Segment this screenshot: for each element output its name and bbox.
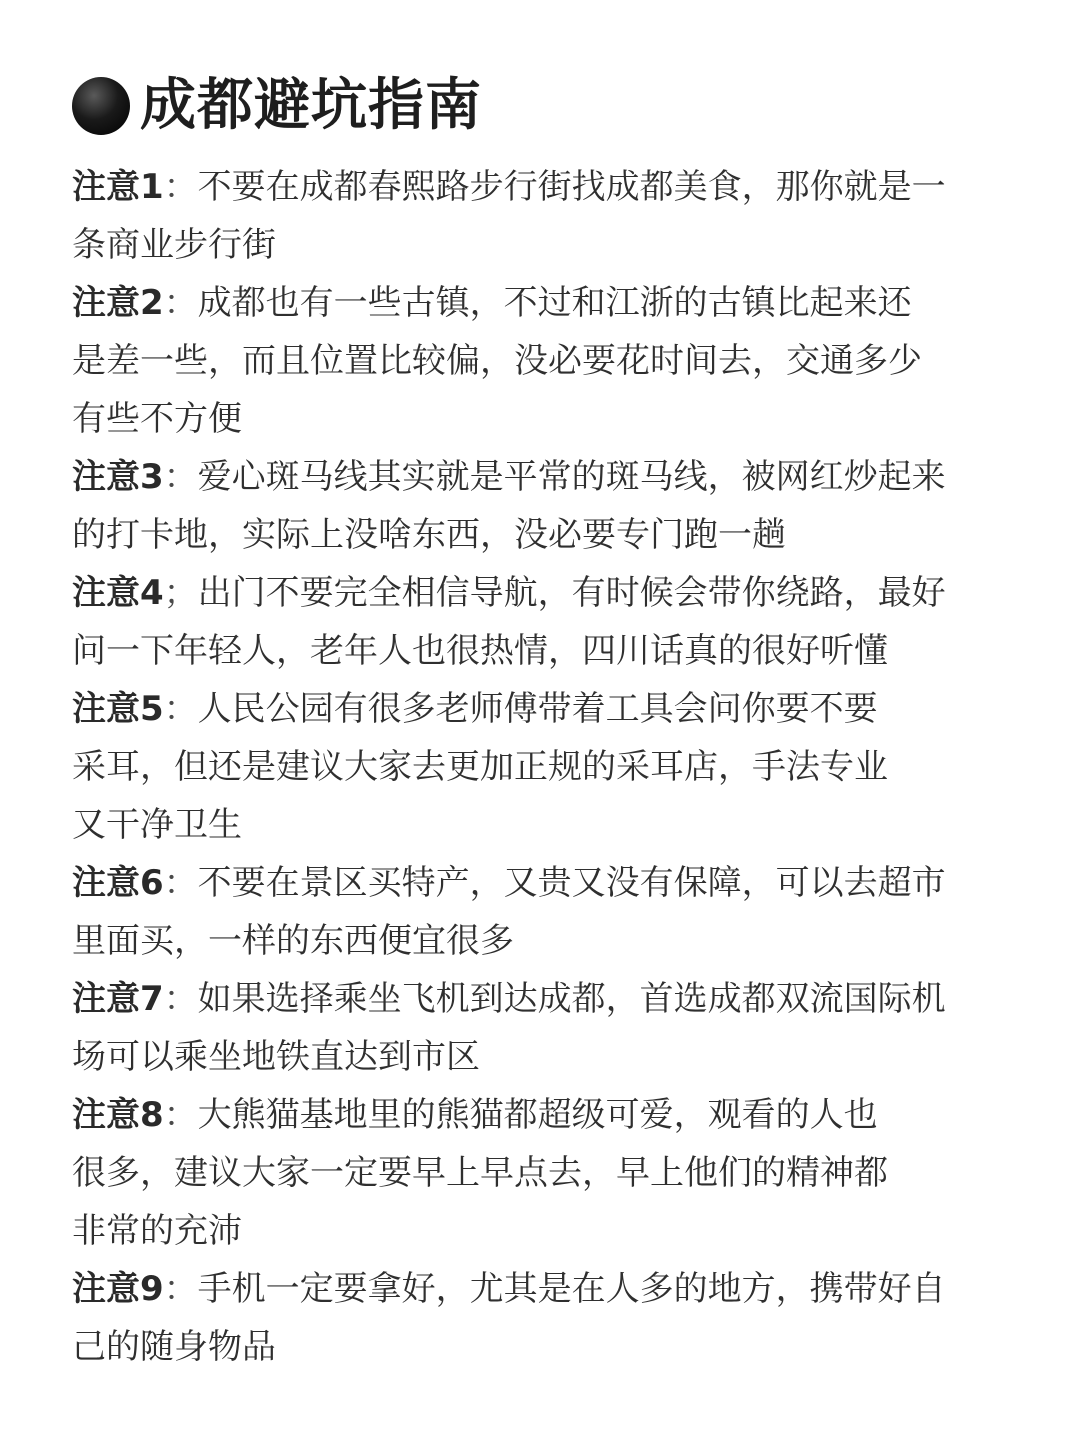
tip-label: 注意8	[72, 1095, 164, 1135]
tip-text: 手机一定要拿好，尤其是在人多的地方，携带好自	[197, 1269, 946, 1309]
title-row	[72, 70, 482, 142]
tip-label: 注意1	[72, 167, 164, 207]
tip-text: 不要在成都春熙路步行街找成都美食，那你就是一	[197, 167, 946, 207]
tip-item	[72, 564, 1008, 680]
tip-text: 里面买，一样的东西便宜很多	[72, 921, 514, 961]
black-circle-icon	[72, 77, 130, 135]
tip-label: 注意5	[72, 689, 164, 729]
tip-item	[72, 1086, 1008, 1260]
tip-line	[72, 1028, 1008, 1086]
tip-line	[72, 564, 1008, 622]
tip-label: 注意6	[72, 863, 164, 903]
tip-text: 采耳，但还是建议大家去更加正规的采耳店，手法专业	[72, 747, 888, 787]
tip-label: 注意2	[72, 283, 164, 323]
tip-line	[72, 390, 1008, 448]
tip-line	[72, 680, 1008, 738]
tip-text: 场可以乘坐地铁直达到市区	[72, 1037, 480, 1077]
tip-separator: ：	[163, 167, 198, 207]
tip-text: 非常的充沛	[72, 1211, 242, 1251]
tip-item	[72, 158, 1008, 274]
tip-separator: ；	[163, 573, 198, 613]
tip-text: 人民公园有很多老师傅带着工具会问你要不要	[197, 689, 878, 729]
tip-text: 出门不要完全相信导航，有时候会带你绕路，最好	[197, 573, 946, 613]
tip-item	[72, 854, 1008, 970]
tip-text: 如果选择乘坐飞机到达成都，首选成都双流国际机	[197, 979, 946, 1019]
tip-line	[72, 448, 1008, 506]
tip-text: 成都也有一些古镇，不过和江浙的古镇比起来还	[197, 283, 912, 323]
tip-line	[72, 1202, 1008, 1260]
tip-label: 注意4	[72, 573, 164, 613]
tip-text: 的打卡地，实际上没啥东西，没必要专门跑一趟	[72, 515, 786, 555]
tip-text: 条商业步行街	[72, 225, 276, 265]
tip-line	[72, 738, 1008, 796]
tip-separator: ：	[163, 863, 198, 903]
tip-line	[72, 622, 1008, 680]
tip-line	[72, 1144, 1008, 1202]
tip-line	[72, 854, 1008, 912]
tip-line	[72, 796, 1008, 854]
tip-text: 大熊猫基地里的熊猫都超级可爱，观看的人也	[197, 1095, 878, 1135]
tip-line	[72, 970, 1008, 1028]
tip-line	[72, 274, 1008, 332]
tip-line	[72, 506, 1008, 564]
page-title: 成都避坑指南	[140, 73, 482, 138]
tip-line	[72, 1260, 1008, 1318]
tip-label: 注意9	[72, 1269, 164, 1309]
tip-separator: ：	[163, 689, 198, 729]
tip-separator: ：	[163, 283, 198, 323]
tip-text: 爱心斑马线其实就是平常的斑马线，被网红炒起来	[197, 457, 946, 497]
tip-text: 又干净卫生	[72, 805, 242, 845]
tips-list	[72, 158, 1008, 1376]
tip-line	[72, 1318, 1008, 1376]
tip-item	[72, 274, 1008, 448]
tip-line	[72, 1086, 1008, 1144]
tip-separator: ：	[163, 1269, 198, 1309]
tip-item	[72, 1260, 1008, 1376]
tip-text: 问一下年轻人，老年人也很热情，四川话真的很好听懂	[72, 631, 888, 671]
tip-line	[72, 158, 1008, 216]
tip-line	[72, 332, 1008, 390]
tip-line	[72, 912, 1008, 970]
tip-text: 不要在景区买特产，又贵又没有保障，可以去超市	[197, 863, 946, 903]
tip-separator: ：	[163, 1095, 198, 1135]
tip-text: 己的随身物品	[72, 1327, 276, 1367]
tip-item	[72, 970, 1008, 1086]
tip-separator: ：	[163, 457, 198, 497]
tip-line	[72, 216, 1008, 274]
tip-text: 是差一些，而且位置比较偏，没必要花时间去，交通多少	[72, 341, 922, 381]
tip-label: 注意7	[72, 979, 164, 1019]
tip-item	[72, 680, 1008, 854]
tip-item	[72, 448, 1008, 564]
tip-text: 很多，建议大家一定要早上早点去，早上他们的精神都	[72, 1153, 888, 1193]
tip-label: 注意3	[72, 457, 164, 497]
tip-separator: ：	[163, 979, 198, 1019]
tip-text: 有些不方便	[72, 399, 242, 439]
